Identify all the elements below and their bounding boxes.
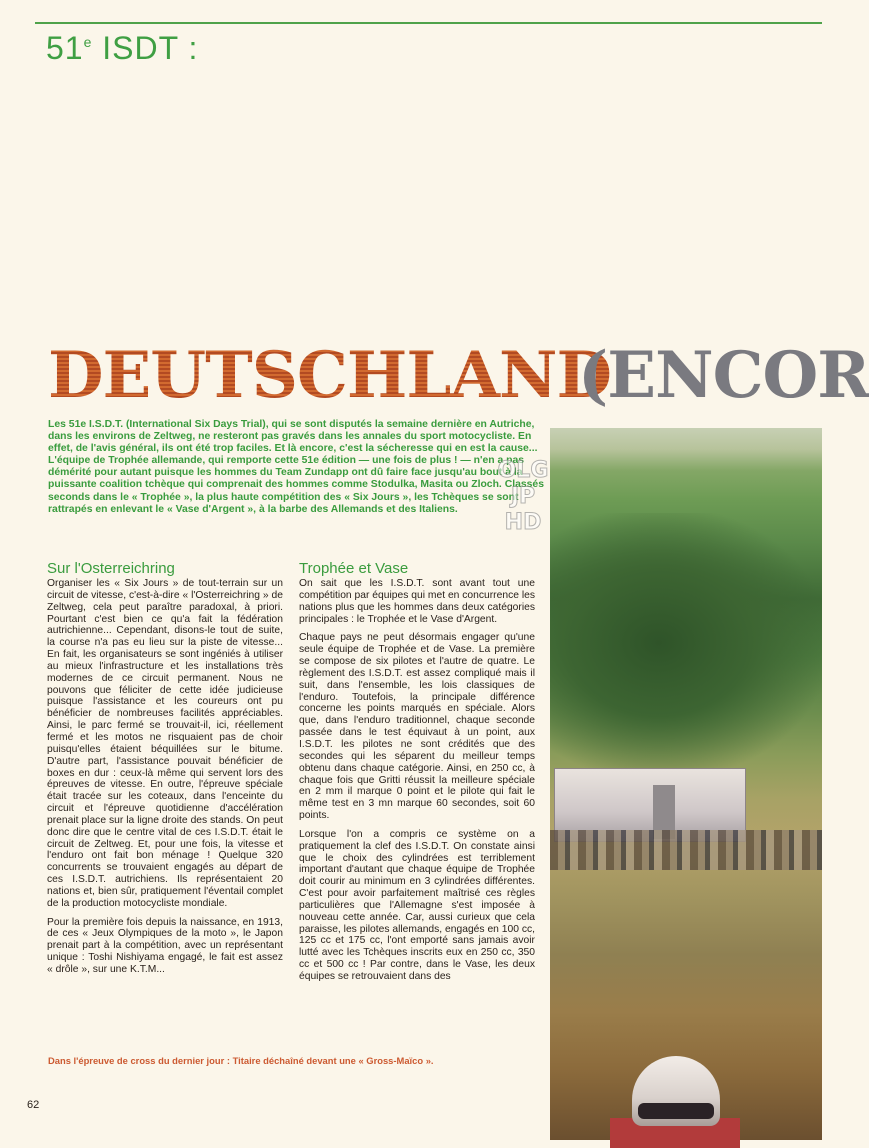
headline-continued: (ENCOR [578, 338, 869, 413]
motocross-photo [550, 428, 822, 1140]
article-paragraph: Organiser les « Six Jours » de tout-terrain sur un circuit de vitesse, c'est-à-dire « l'Osterreichring » de Zeltweg, cela peut paraître paradoxal, à priori. Pourtant c'est bien ce qu'a fait la fédération autrichienne... Cependant, disons-le tout de suite, la course n'a pas eu lieu sur la piste de vitesse... En fait, les organisateurs se sont ingéniés à utiliser au mieux l'infrastructure et les installations très modernes de ce circuit permanent. Nous ne pouvons que féliciter de cette idée judicieuse puisque l'assistance et les coureurs ont pu bénéficier de nombreuses facilités appréciables. Ainsi, le parc fermé se trouvait-il, ici, réellement fermé et les motos ne risquaient pas de choir puisqu'elles étaient béquillées sur le bitume. D'autre part, l'assistance pouvait bénéficier de boxes en dur : ceux-là même qui servent lors des épreuves de vitesse. En outre, l'épreuve spéciale était tracée sur les coteaux, dans l'enceinte du circuit et l'épreuve quotidienne d'accélération prenait place sur la ligne droite des stands. On peut donc dire que le centre vital de ces I.S.D.T. était le circuit de Zeltweg. Et, pour une fois, la vitesse et l'enduro ont fait bon ménage ! Quelque 320 concurrents se trouvaient engagés au départ de ces I.S.D.T. autrichiens. Ils représentaient 20 nations et, bien sûr, pratiquement l'éventail complet de la production motocycliste mondiale. [47, 578, 283, 909]
title-number: 51 [46, 30, 84, 66]
photo-caption: Dans l'épreuve de cross du dernier jour : Titaire déchaîné devant une « Gross-Maïco ». [48, 1055, 434, 1066]
watermark-line-3: HD [504, 510, 542, 535]
watermark-logo [484, 458, 562, 544]
section-heading: Sur l'Osterreichring [47, 560, 175, 577]
section-heading: Trophée et Vase [299, 560, 409, 577]
title-label: ISDT : [92, 30, 199, 66]
watermark-line-1: OLG [497, 458, 549, 483]
article-column-1 [47, 560, 283, 983]
top-rule [35, 22, 822, 24]
headline: DEUTSCHLAND [48, 338, 611, 413]
article-paragraph: Pour la première fois depuis la naissance, en 1913, de ces « Jeux Olympiques de la moto », le Japon prenait part à la compétition, avec un représentant unique : Toshi Nishiyama engagé, le fait est assez « drôle », sur une K.T.M... [47, 916, 283, 975]
page-number: 62 [27, 1099, 40, 1111]
photo-crowd [550, 830, 822, 870]
photo-treeline [550, 513, 822, 773]
lead-paragraph: Les 51e I.S.D.T. (International Six Days Trial), qui se sont disputés la semaine dernière en Autriche, dans les environs de Zeltweg, ne resteront pas gravés dans les annales du sport motocycliste. En effet, de l'avis général, ils ont été trop faciles. Et là encore, c'est la sécheresse qui en est la cause... L'équipe de Trophée allemande, qui remporte cette 51e édition — une fois de plus ! — n'en a pas démérité pour autant puisque les hommes du Team Zundapp ont dû faire face jusqu'au bout à la puissante coalition tchèque qui comprenait des hommes comme Stodulka, Masita ou Zloch. Classés seconds dans le « Trophée », la plus haute compétition des « Six Jours », les Tchèques se sont rattrapés en enlevant le « Vase d'Argent », à la barbe des Allemands et des Italiens. [48, 419, 544, 515]
article-paragraph: On sait que les I.S.D.T. sont avant tout une compétition par équipes qui met en concurrence les nations plus que les hommes dans deux catégories principales : le Trophée et le Vase d'Argent. [299, 578, 535, 625]
article-column-2 [299, 560, 535, 990]
article-paragraph: Chaque pays ne peut désormais engager qu'une seule équipe de Trophée et de Vase. La première se compose de six pilotes et l'autre de quatre. Le règlement des I.S.D.T. est assez compliqué mais il suit, dans l'ensemble, les lois classiques de l'enduro. Toutefois, la principale différence concerne les points marqués en spéciale. Alors que, dans l'enduro traditionnel, chaque seconde passée dans le test équivaut à un point, aux I.S.D.T. les pilotes ne sont crédités que des secondes qui les séparent du meilleur temps obtenu dans chaque catégorie. Ainsi, en 250 cc, à chaque fois que Gritti réussit la meilleure spéciale en 2 mm il marque 0 point et le pilote qui fait le même test en 3 mn marque 60 secondes, soit 60 points. [299, 632, 535, 822]
page-title [46, 30, 198, 67]
photo-goggles [638, 1103, 714, 1119]
article-paragraph: Lorsque l'on a compris ce système on a pratiquement la clef des I.S.D.T. On constate ainsi que le choix des cylindrées est terriblement important d'autant que chaque équipe de Trophée doit courir au minimum en 3 cylindrées différentes. C'est pour avoir parfaitement maîtrisé ces règles particulières que l'Allemagne s'est imposée à nouveau cette année. Car, aussi curieux que cela paraisse, les pilotes allemands, engagés en 100 cc, 125 cc et 175 cc, l'ont emporté sans jamais avoir lutté avec les Tchèques inscrits eux en 250 cc, 350 cc et 500 cc ! Par contre, dans le Vase, les deux équipes se retrouvaient dans des [299, 828, 535, 982]
title-superscript: e [83, 34, 93, 50]
watermark-line-2: JP [510, 484, 536, 509]
